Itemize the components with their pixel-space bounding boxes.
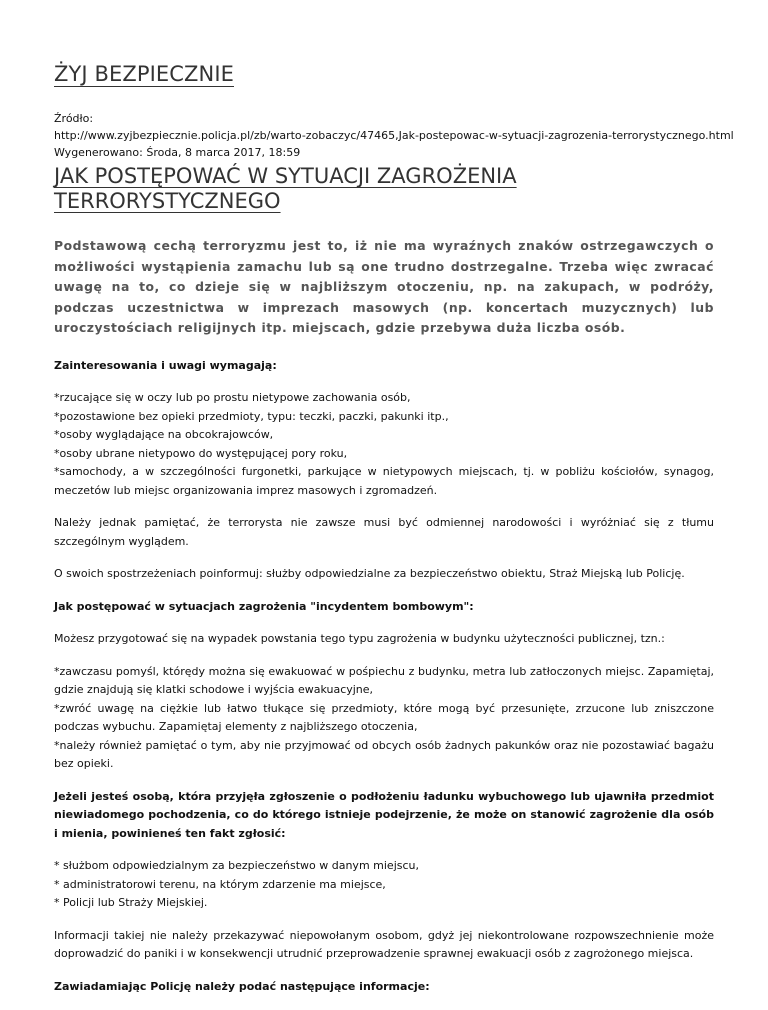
article-title-text[interactable]: JAK POSTĘPOWAĆ W SYTUACJI ZAGROŻENIA TERRORYSTYCZNEGO	[54, 164, 517, 213]
list-item: *rzucające się w oczy lub po prostu nietypowe zachowania osób,	[54, 391, 411, 404]
report-list	[54, 857, 714, 913]
bomb-list	[54, 663, 714, 774]
article-title[interactable]	[54, 164, 614, 214]
generated-date: Wygenerowano: Środa, 8 marca 2017, 18:59	[54, 146, 301, 159]
bomb-intro: Możesz przygotować się na wypadek powstania tego typu zagrożenia w budynku użyteczności publicznej, tzn.:	[54, 632, 665, 645]
nationality-note: Należy jednak pamiętać, że terrorysta nie zawsze musi być odmiennej narodowości i wyróżniać się z tłumu szczególnym wyglądem.	[54, 516, 714, 548]
list-item: *osoby wyglądające na obcokrajowców,	[54, 428, 274, 441]
list-item: * Policji lub Straży Miejskiej.	[54, 896, 208, 909]
list-item: * administratorowi terenu, na którym zdarzenie ma miejsce,	[54, 877, 386, 891]
attention-heading: Zainteresowania i uwagi wymagają:	[54, 358, 277, 372]
list-item: * służbom odpowiedzialnym za bezpieczeństwo w danym miejscu,	[54, 859, 419, 872]
source-meta	[54, 110, 734, 161]
list-item: *samochody, a w szczególności furgonetki, parkujące w nietypowych miejscach, tj. w pobliżu kościołów, synagog, meczetów lub miejsc organizowania imprez masowych i zgromadzeń.	[54, 465, 714, 497]
lead-paragraph: Podstawową cechą terroryzmu jest to, iż nie ma wyraźnych znaków ostrzegawczych o możliwości wystąpienia zamachu lub są one trudno dostrzegalne. Trzeba więc zwracać uwagę na to, co dzieje się w najbliższym otoczeniu, np. na zakupach, w podróży, podczas uczestnictwa w imprezach masowych (np. koncertach muzycznych) lub uroczystościach religijnych itp. miejscach, gdzie przebywa duża liczba osób.	[54, 238, 714, 335]
panic-note: Informacji takiej nie należy przekazywać niepowołanym osobom, gdyż jej niekontrolowane rozpowszechnienie może doprowadzić do paniki i w konsekwencji utrudnić przeprowadzenie sprawnej ewakuacji osób z zagrożonego miejsca.	[54, 928, 714, 960]
list-item: *osoby ubrane nietypowo do występującej pory roku,	[54, 446, 348, 460]
list-item: *zawczasu pomyśl, którędy można się ewakuować w pośpiechu z budynku, metra lub zatłoczonych miejsc. Zapamiętaj, gdzie znajdują się klatki schodowe i wyjścia ewakuacyjne,	[54, 664, 714, 696]
site-title[interactable]: ŻYJ BEZPIECZNIE	[54, 62, 234, 86]
list-item: *pozostawione bez opieki przedmioty, typu: teczki, paczki, pakunki itp.,	[54, 409, 449, 423]
list-item: *należy również pamiętać o tym, aby nie przyjmować od obcych osób żadnych pakunków oraz nie pozostawiać bagażu bez opieki.	[54, 738, 714, 770]
article-body	[54, 236, 714, 1010]
source-label: Źródło:	[54, 112, 94, 125]
bomb-heading: Jak postępować w sytuacjach zagrożenia "incydentem bombowym":	[54, 599, 474, 613]
attention-list	[54, 389, 714, 500]
inform-note: O swoich spostrzeżeniach poinformuj: służby odpowiedzialne za bezpieczeństwo obiektu, Straż Miejską lub Policję.	[54, 567, 685, 580]
source-url[interactable]: http://www.zyjbezpiecznie.policja.pl/zb/warto-zobaczyc/47465,Jak-postepowac-w-sytuacji-zagrozenia-terrorystycznego.html	[54, 129, 734, 142]
police-heading: Zawiadamiając Policję należy podać następujące informacje:	[54, 979, 430, 993]
report-heading: Jeżeli jesteś osobą, która przyjęła zgłoszenie o podłożeniu ładunku wybuchowego lub ujawniła przedmiot niewiadomego pochodzenia, co do którego istnieje podejrzenie, że może on stanowić zagrożenie dla osób i mienia, powinieneś ten fakt zgłosić:	[54, 789, 714, 840]
list-item: *zwróć uwagę na ciężkie lub łatwo tłukące się przedmioty, które mogą być przesunięte, zrzucone lub zniszczone podczas wybuchu. Zapamiętaj elementy z najbliższego otoczenia,	[54, 701, 714, 733]
